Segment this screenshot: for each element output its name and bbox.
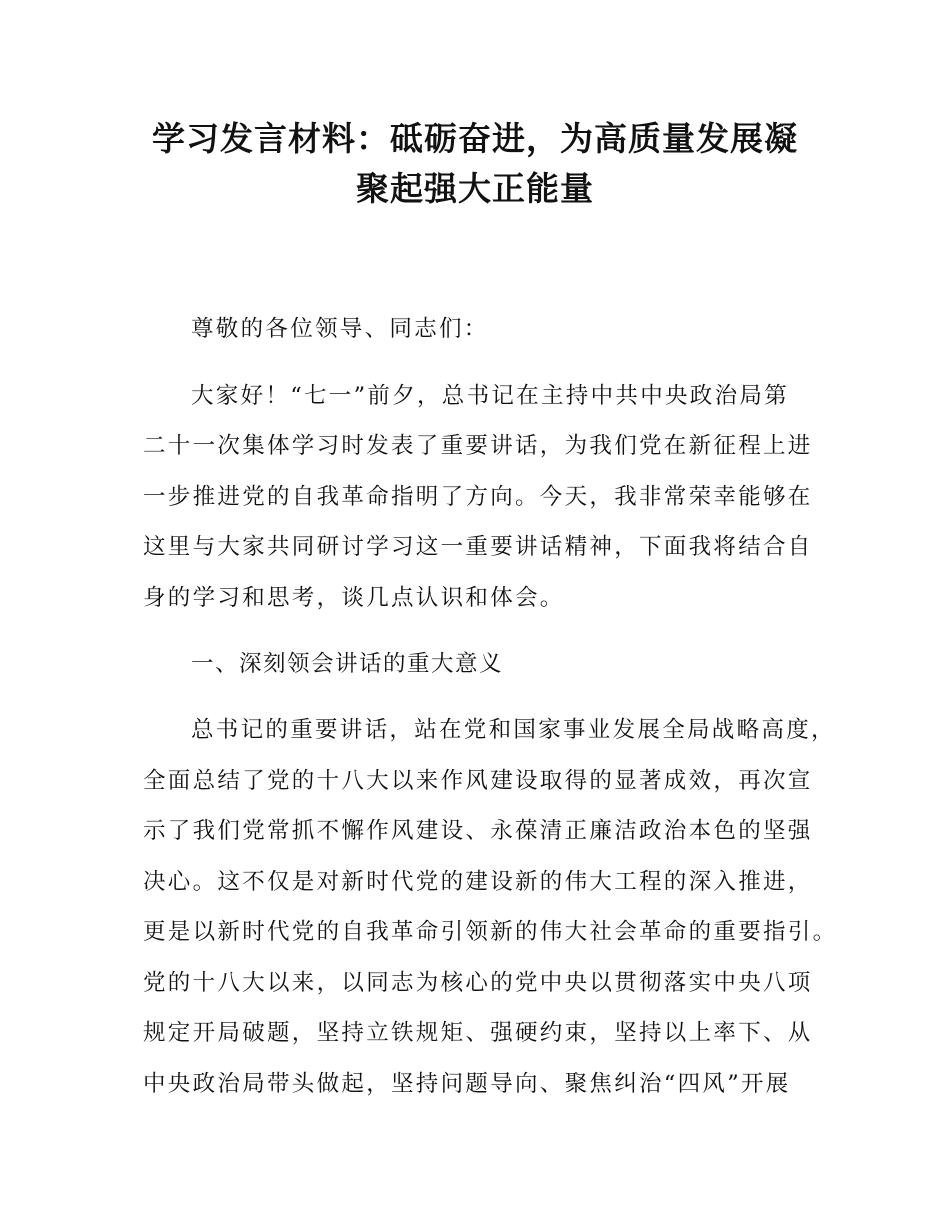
title-line-2: 聚起强大正能量 (356, 169, 594, 208)
paragraph-line: 示了我们党常抓不懈作风建设、永葆清正廉洁政治本色的坚强 (143, 818, 813, 844)
paragraph-line: 规定开局破题，坚持立铁规矩、强硬约束，坚持以上率下、从 (143, 1020, 813, 1046)
salutation (143, 304, 813, 355)
paragraph-line: 全面总结了党的十八大以来作风建设取得的显著成效，再次宣 (143, 767, 813, 794)
paragraph-line: 总书记的重要讲话，站在党和国家事业发展全局战略高度， (191, 717, 836, 743)
paragraph-line: 更是以新时代党的自我革命引领新的伟大社会革命的重要指引。 (143, 919, 838, 945)
paragraph-line: 党的十八大以来，以同志为核心的党中央以贯彻落实中央八项 (143, 969, 813, 996)
intro-paragraph (143, 371, 813, 624)
salutation-text: 尊敬的各位领导、同志们： (191, 316, 489, 342)
paragraph-line: 二十一次集体学习时发表了重要讲话，为我们党在新征程上进 (143, 433, 813, 459)
paragraph-line: 一步推进党的自我革命指明了方向。今天，我非常荣幸能够在 (143, 483, 813, 510)
paragraph-line: 决心。这不仅是对新时代党的建设新的伟大工程的深入推进， (143, 868, 813, 895)
document-body (143, 304, 838, 1109)
paragraph-line: 大家好！“七一”前夕，总书记在主持中共中央政治局第 (191, 382, 790, 409)
document-title (120, 114, 830, 214)
section-heading: 一、深刻领会讲话的重大意义 (191, 651, 504, 677)
title-line-1: 学习发言材料：砥砺奋进，为高质量发展凝 (152, 119, 798, 158)
section-paragraph (143, 705, 838, 1109)
paragraph-line: 这里与大家共同研讨学习这一重要讲话精神，下面我将结合自 (143, 534, 813, 560)
paragraph-line: 中央政治局带头做起，坚持问题导向、聚焦纠治“四风”开展 (143, 1070, 791, 1097)
paragraph-line: 身的学习和思考，谈几点认识和体会。 (143, 584, 565, 611)
